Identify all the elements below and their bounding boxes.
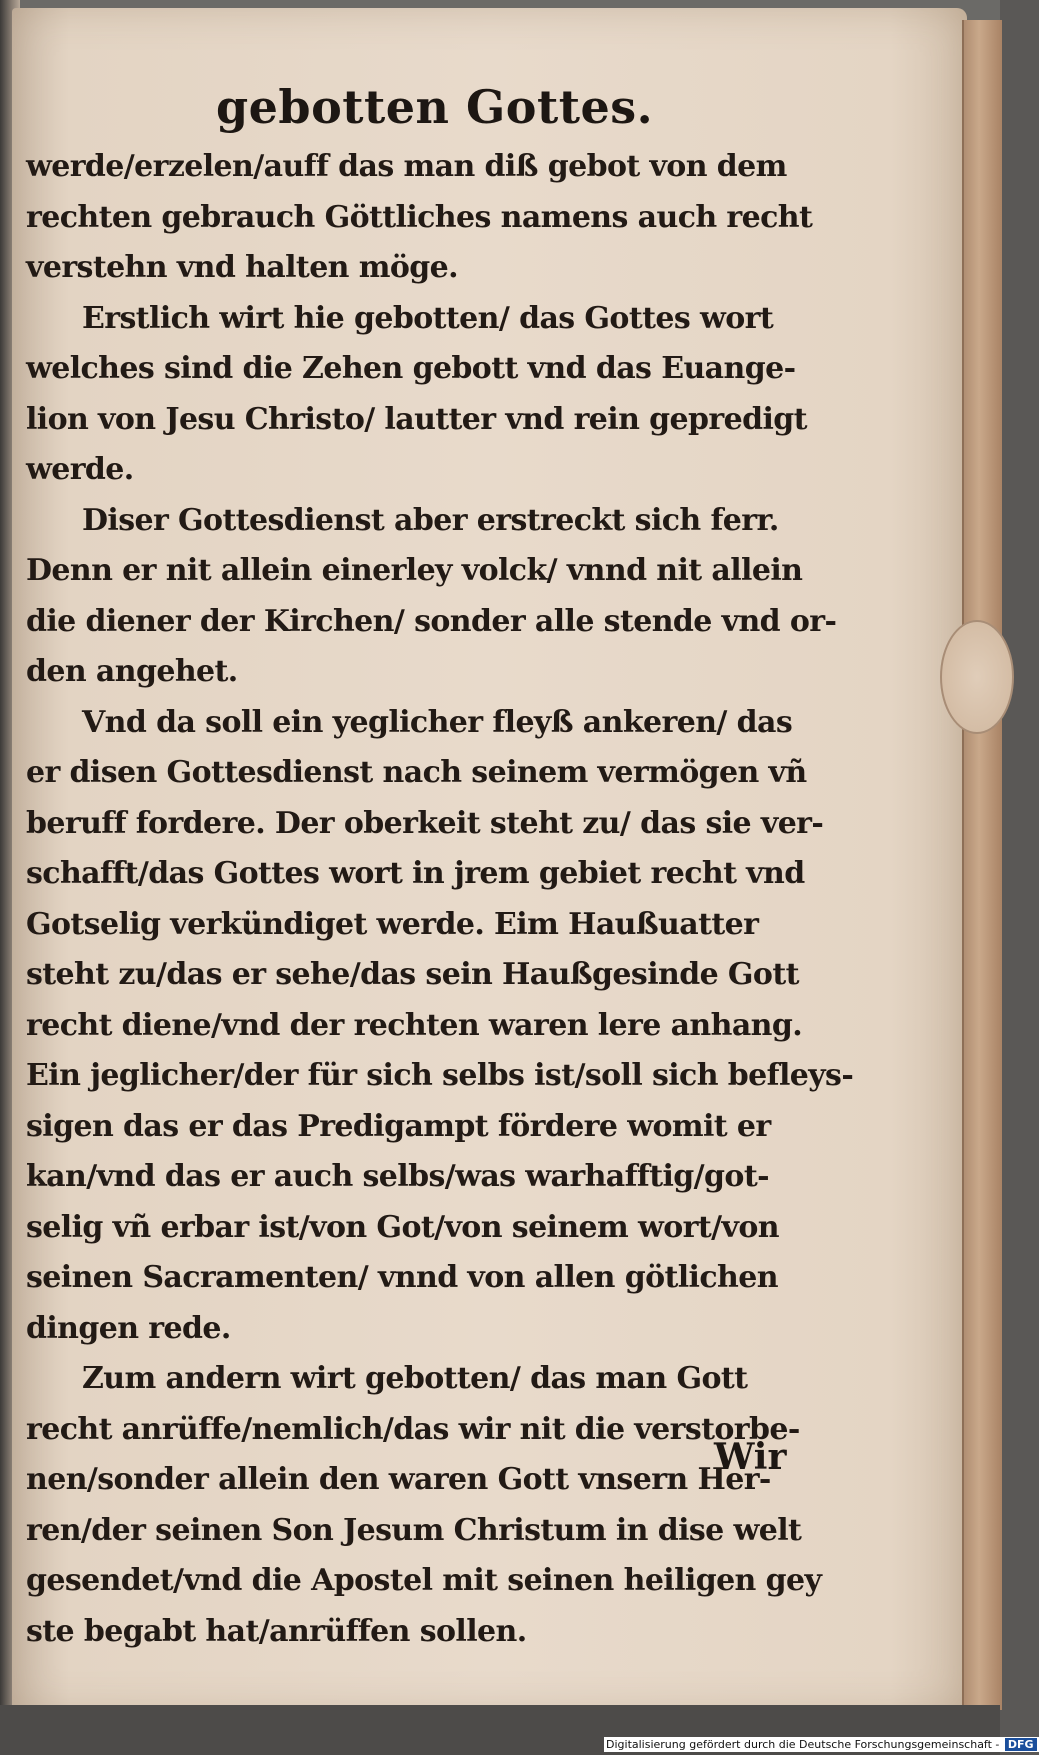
catchword: Wir	[714, 1436, 787, 1478]
text-line: werde/erzelen/auff das man diß gebot von dem	[26, 149, 787, 184]
text-line: er disen Gottesdienst nach seinem vermögen vñ	[26, 755, 807, 790]
page-edges	[962, 20, 1002, 1710]
text-line: welches sind die Zehen gebott vnd das Euange-	[26, 351, 796, 386]
dfg-logo: DFG	[1005, 1738, 1037, 1751]
text-line: seinen Sacramenten/ vnnd von allen götlichen	[26, 1260, 778, 1295]
body-text	[26, 142, 854, 1657]
text-line: Gotselig verkündiget werde. Eim Haußuatter	[26, 906, 759, 942]
text-line: ste begabt hat/anrüffen sollen.	[26, 1613, 527, 1649]
text-line: den angehet.	[26, 654, 238, 689]
text-line: Erstlich wirt hie gebotten/ das Gottes wort	[82, 300, 774, 336]
text-line: Ein jeglicher/der für sich selbs ist/soll sich befleys-	[26, 1058, 854, 1093]
text-line: selig vñ erbar ist/von Got/von seinem wort/von	[26, 1209, 779, 1245]
running-head: gebotten Gottes.	[216, 80, 654, 134]
text-line: recht anrüffe/nemlich/das wir nit die verstorbe-	[26, 1411, 800, 1447]
text-line: die diener der Kirchen/ sonder alle stende vnd or-	[26, 603, 837, 639]
text-line: Diser Gottesdienst aber erstreckt sich ferr.	[82, 502, 779, 538]
credit-text: Digitalisierung gefördert durch die Deutsche Forschungsgemeinschaft -	[606, 1738, 1000, 1751]
text-line: recht diene/vnd der rechten waren lere anhang.	[26, 1007, 803, 1043]
text-line: Vnd da soll ein yeglicher fleyß ankeren/ das	[82, 704, 793, 740]
text-line: werde.	[26, 452, 134, 487]
text-line: sigen das er das Predigampt fördere womit er	[26, 1108, 771, 1144]
clasp-mark	[940, 620, 1014, 734]
text-line: dingen rede.	[26, 1310, 231, 1346]
text-line: kan/vnd das er auch selbs/was warhafftig/got-	[26, 1159, 769, 1194]
text-line: lion von Jesu Christo/ lautter vnd rein gepredigt	[26, 401, 807, 437]
text-line: beruff fordere. Der oberkeit steht zu/ das sie ver-	[26, 805, 824, 841]
text-line: Denn er nit allein einerley volck/ vnnd nit allein	[26, 553, 803, 588]
text-line: steht zu/das er sehe/das sein Haußgesinde Gott	[26, 957, 799, 992]
text-line: gesendet/vnd die Apostel mit seinen heiligen gey	[26, 1563, 822, 1598]
text-line: schafft/das Gottes wort in jrem gebiet recht vnd	[26, 856, 805, 891]
digitization-credit	[604, 1737, 1039, 1752]
text-line: Zum andern wirt gebotten/ das man Gott	[82, 1361, 748, 1396]
text-line: nen/sonder allein den waren Gott vnsern Her-	[26, 1462, 771, 1497]
text-line: verstehn vnd halten möge.	[26, 250, 458, 285]
text-line: ren/der seinen Son Jesum Christum in dise welt	[26, 1512, 802, 1548]
text-line: rechten gebrauch Göttliches namens auch recht	[26, 199, 813, 235]
